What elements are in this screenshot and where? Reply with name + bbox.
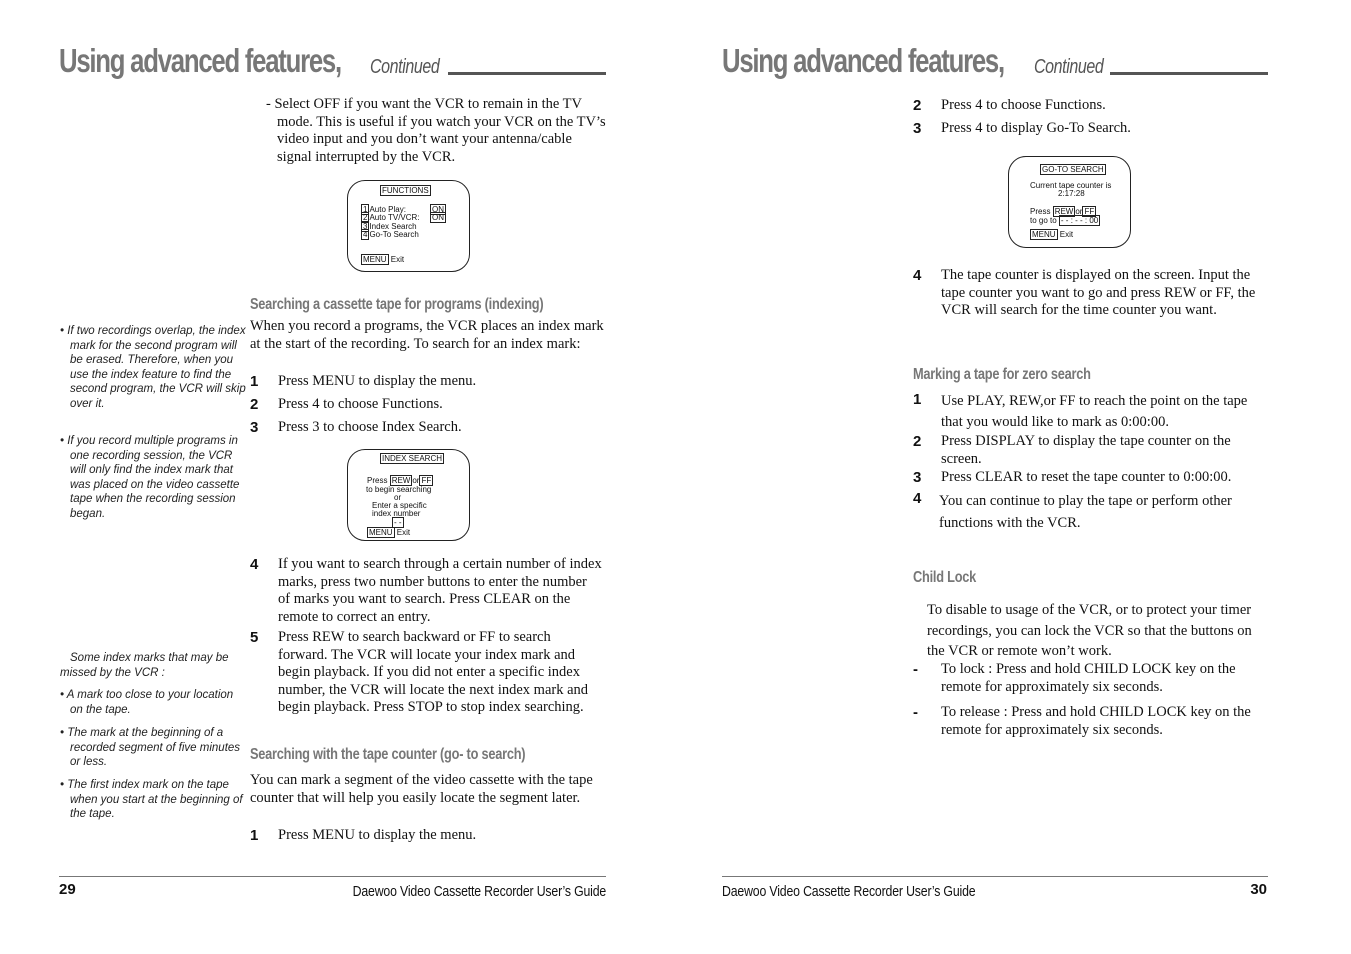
functions-row-3: 3 Index Search [363, 222, 417, 231]
indexing-step-1: 1 Press MENU to display the menu. [250, 373, 477, 390]
index-search-line-5: index number [372, 509, 421, 518]
footer-rule-left [59, 876, 606, 877]
child-lock-intro: To disable to usage of the VCR, or to protect your timer recordings, you can lock the VCR so that the buttons on the VCR or remote won’t work. [927, 602, 1252, 659]
auto-tv-vcr-value: ON [432, 213, 444, 222]
page-number-left: 29 [59, 881, 76, 898]
go-to-search-step-1: 1 Press MENU to display the menu. [250, 827, 477, 844]
indexing-intro: When you record a programs, the VCR places an index mark at the start of the recording. To search for an index mark: [250, 318, 604, 352]
indexing-step-2: 2 Press 4 to choose Functions. [250, 396, 443, 413]
functions-screen-title: FUNCTIONS [382, 186, 429, 195]
title-rule-left [448, 72, 606, 75]
go-to-search-intro: You can mark a segment of the video cassette with the tape counter that will help you easily locate the segment later. [250, 772, 593, 806]
go-to-step-3: 3 Press 4 to display Go-To Search. [913, 120, 1131, 137]
functions-menu-exit: MENU Exit [363, 255, 405, 264]
zero-search-step-2: 2 Press DISPLAY to display the tape counter on the screen. [913, 433, 1231, 467]
sidebar-note-missed-item: • The mark at the beginning of a recorded segment of five minutes or less. [60, 727, 241, 768]
functions-screen [347, 180, 470, 272]
sidebar-note-missed-item: • A mark too close to your location on the tape. [60, 689, 234, 716]
go-to-target-line: to go to - - : - - : 00 [1030, 216, 1099, 225]
indexing-step-3: 3 Press 3 to choose Index Search. [250, 419, 462, 436]
footer-text-left: Daewoo Video Cassette Recorder User’s Guide [352, 883, 606, 900]
page-title-left: Using advanced features, [59, 42, 341, 79]
index-search-line-3: or [394, 493, 402, 502]
indexing-step-5: 5 Press REW to search backward or FF to search forward. The VCR will locate your index mark and begin playback. If you did not enter a specific index number, the VCR will locate the next index mark and begin playback. Press STOP to stop index searching. [250, 629, 589, 715]
page-number-right: 30 [1250, 881, 1267, 898]
zero-search-step-1: 1 Use PLAY, REW,or FF to reach the point on the tape that you would like to mark as 0:00:00. [913, 391, 1248, 430]
go-to-step-4: 4 The tape counter is displayed on the screen. Input the tape counter you want to go and press REW or FF, the VCR will search for the time counter you want. [913, 267, 1256, 318]
sidebar-note-missed-item: • The first index mark on the tape when you start at the beginning of the tape. [60, 779, 243, 820]
go-to-search-title: GO-TO SEARCH [1042, 165, 1104, 174]
index-search-press-line: Press REW or FF [367, 476, 432, 485]
index-search-menu-exit: MENU Exit [369, 528, 411, 537]
continued-label-left: Continued [370, 56, 440, 78]
current-counter-value: 2:17:28 [1058, 189, 1085, 198]
indexing-heading: Searching a cassette tape for programs (indexing) [250, 296, 544, 313]
functions-row-4: 4 Go-To Search [363, 230, 419, 239]
sidebar-note-missed-intro: Some index marks that may be missed by the VCR : [60, 652, 229, 679]
go-to-press-line: Press REW or FF [1030, 207, 1095, 216]
go-to-menu-exit: MENU Exit [1032, 230, 1074, 239]
index-search-title: INDEX SEARCH [382, 454, 443, 463]
footer-rule-right [722, 876, 1268, 877]
zero-search-step-4: 4 You can continue to play the tape or perform other functions with the VCR. [913, 490, 1232, 531]
continued-label-right: Continued [1034, 56, 1104, 78]
auto-play-value: ON [432, 205, 444, 214]
zero-search-heading: Marking a tape for zero search [913, 366, 1091, 383]
sidebar-note-overlap: • If two recordings overlap, the index mark for the second program will be erased. Therefore, when you use the index feature to find the second program, the VCR will skip over it. [60, 325, 246, 410]
index-search-screen [347, 449, 470, 541]
child-lock-item-release: - To release : Press and hold CHILD LOCK key on the remote for approximately six seconds. [913, 704, 1251, 738]
index-search-line-2: to begin searching [366, 485, 432, 494]
child-lock-heading: Child Lock [913, 569, 977, 586]
indexing-step-4: 4 If you want to search through a certain number of index marks, press two number buttons to enter the number of marks you want to search. Press CLEAR on the remote to correct an entry. [250, 556, 602, 625]
footer-text-right: Daewoo Video Cassette Recorder User’s Guide [722, 883, 976, 900]
zero-search-step-3: 3 Press CLEAR to reset the tape counter to 0:00:00. [913, 469, 1232, 486]
select-off-note: - Select OFF if you want the VCR to remain in the TV mode. This is useful if you watch your VCR on the TV’s video input and you don’t want your antenna/cable signal interrupted by the VCR. [266, 96, 606, 165]
functions-row-2: 2 Auto TV/VCR: [363, 213, 420, 222]
index-search-line-4: Enter a specific [372, 501, 427, 510]
child-lock-item-lock: - To lock : Press and hold CHILD LOCK key on the remote for approximately six seconds. [913, 661, 1236, 695]
title-rule-right [1110, 72, 1268, 75]
page-title-right: Using advanced features, [722, 42, 1004, 79]
sidebar-note-multiple: • If you record multiple programs in one recording session, the VCR will only find the index mark that was placed on the video cassette tape when the recording session began. [60, 435, 240, 520]
functions-row-1: 1 Auto Play: [363, 205, 406, 214]
index-number-entry: - - [394, 518, 402, 527]
go-to-search-heading: Searching with the tape counter (go- to search) [250, 746, 526, 763]
go-to-step-2: 2 Press 4 to choose Functions. [913, 97, 1106, 114]
go-to-search-screen [1008, 156, 1131, 248]
current-counter-label: Current tape counter is [1030, 181, 1112, 190]
